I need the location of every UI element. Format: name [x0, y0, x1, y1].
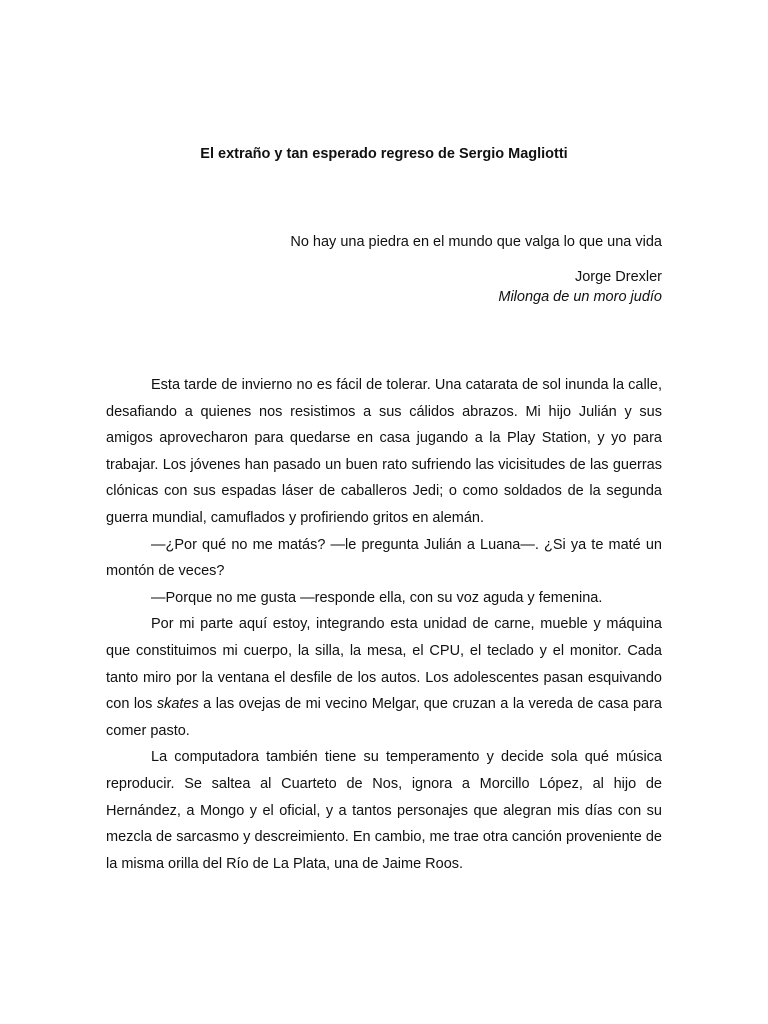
- paragraph-4-part-a: Por mi parte aquí estoy, integrando esta unidad de carne, mueble y máquina que constituimos mi cuerpo, la silla, la mesa, el CPU, el teclado y el monitor. Cada tanto miro por la ventana el desfile de los autos. Los adolescentes pasan esquivando con los: [106, 616, 662, 713]
- epigraph-attribution: [200, 267, 662, 307]
- paragraph-4-emphasis: skates: [156, 696, 199, 713]
- epigraph-work: Milonga de un moro judío: [498, 289, 662, 305]
- paragraph-5: La computadora también tiene su temperamento y decide sola qué música reproducir. Se saltea al Cuarteto de Nos, ignora a Morcillo López, al hijo de Hernández, a Mongo y el oficial, y a tantos personajes que alegran mis días con su mezcla de sarcasmo y descreimiento. En cambio, me trae otra canción proveniente de la misma orilla del Río de La Plata, una de Jaime Roos.: [106, 749, 662, 872]
- paragraph-4-part-b: a las ovejas de mi vecino Melgar, que cruzan a la vereda de casa para comer pasto.: [106, 696, 662, 739]
- paragraph-4: [106, 611, 662, 744]
- epigraph-author: Jorge Drexler: [574, 269, 662, 285]
- document-title: El extraño y tan esperado regreso de Sergio Magliotti: [200, 146, 568, 162]
- epigraph-quote: No hay una piedra en el mundo que valga lo que una vida: [290, 234, 662, 250]
- paragraph-2: —¿Por qué no me matás? —le pregunta Julián a Luana—. ¿Si ya te maté un montón de veces?: [106, 536, 662, 580]
- paragraph-3: —Porque no me gusta —responde ella, con su voz aguda y femenina.: [151, 589, 603, 606]
- body-text: [106, 372, 662, 877]
- paragraph-1: Esta tarde de invierno no es fácil de tolerar. Una catarata de sol inunda la calle, desafiando a quienes nos resistimos a sus cálidos abrazos. Mi hijo Julián y sus amigos aprovecharon para quedarse en casa jugando a la Play Station, y yo para trabajar. Los jóvenes han pasado un buen rato sufriendo las vicisitudes de las guerras clónicas con sus espadas láser de caballeros Jedi; o como soldados de la segunda guerra mundial, camuflados y profiriendo gritos en alemán.: [106, 377, 662, 526]
